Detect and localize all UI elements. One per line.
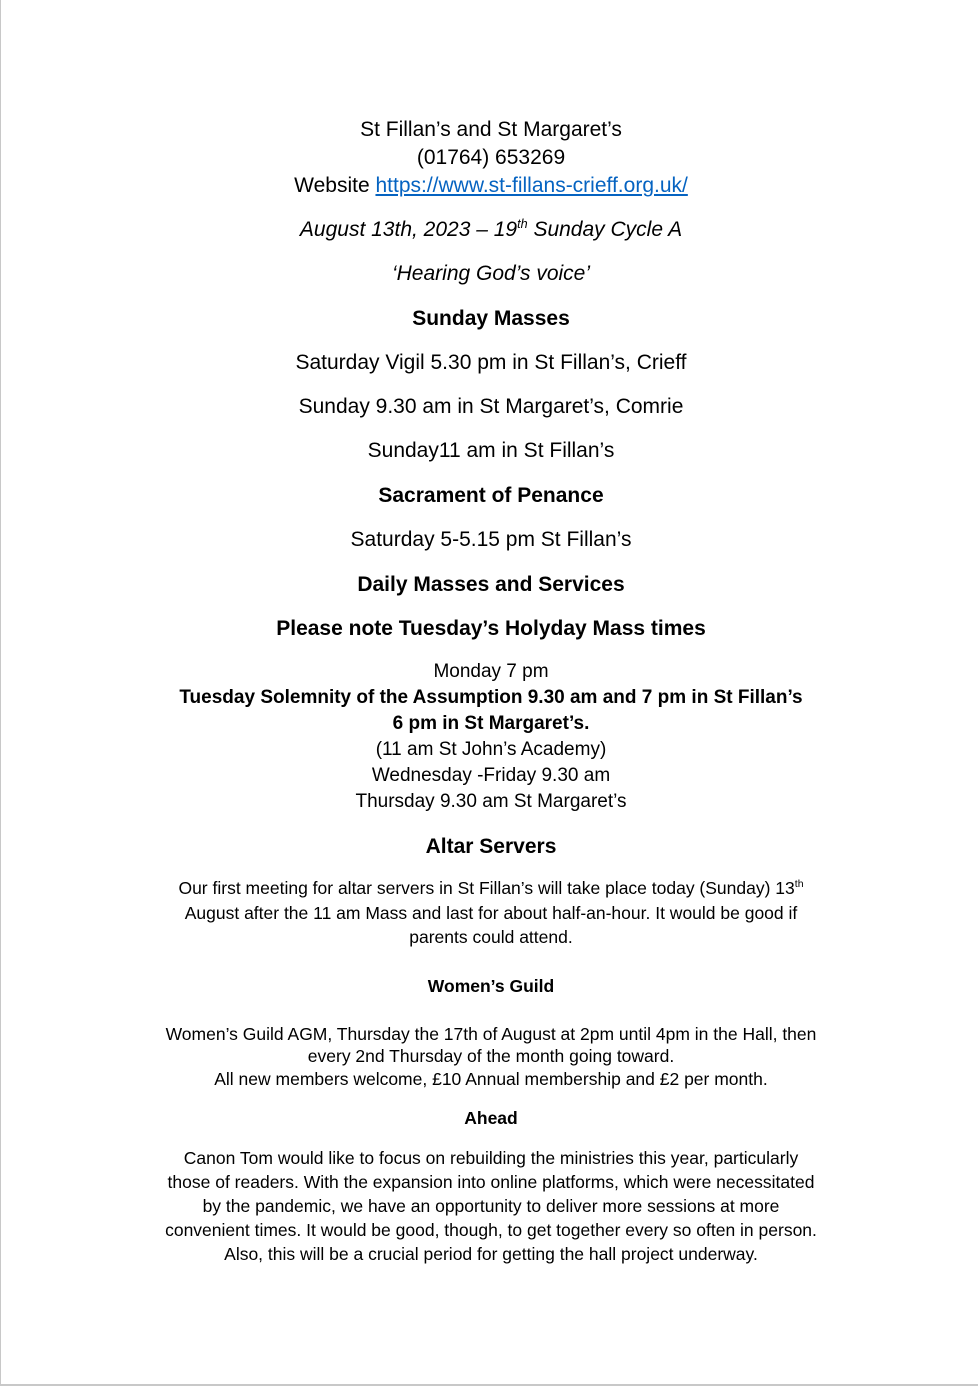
website-line bbox=[1, 172, 980, 200]
theme-title: ‘Hearing God’s voice’ bbox=[391, 262, 591, 285]
womens-guild-line-2: every 2nd Thursday of the month going toward. bbox=[307, 1046, 675, 1066]
sunday-mass-item: Saturday Vigil 5.30 pm in St Fillan’s, Crieff bbox=[295, 351, 687, 374]
ahead-line: by the pandemic, we have an opportunity to deliver more sessions at more bbox=[202, 1196, 780, 1216]
ahead-line: those of readers. With the expansion into online platforms, which were necessitated bbox=[167, 1172, 815, 1192]
website-link[interactable]: https://www.st-fillans-crieff.org.uk/ bbox=[375, 174, 688, 197]
ahead-line: Canon Tom would like to focus on rebuilding the ministries this year, particularly bbox=[183, 1148, 799, 1168]
parish-name: St Fillan’s and St Margaret’s bbox=[360, 118, 622, 141]
date-line bbox=[1, 216, 980, 244]
thursday-time: Thursday 9.30 am St Margaret’s bbox=[355, 791, 627, 812]
wed-fri-time: Wednesday -Friday 9.30 am bbox=[371, 765, 611, 786]
academy-mass: (11 am St John’s Academy) bbox=[375, 739, 607, 760]
tuesday-line-1: Tuesday Solemnity of the Assumption 9.30 am and 7 pm in St Fillan’s bbox=[179, 687, 803, 708]
monday-time: Monday 7 pm bbox=[433, 661, 549, 682]
ahead-heading: Ahead bbox=[464, 1108, 518, 1128]
date-suffix: Sunday Cycle A bbox=[527, 218, 683, 241]
holyday-note: Please note Tuesday’s Holyday Mass times bbox=[276, 617, 706, 640]
daily-masses-heading: Daily Masses and Services bbox=[357, 573, 625, 596]
ahead-line: convenient times. It would be good, though, to get together every so often in person. bbox=[165, 1220, 817, 1240]
womens-guild-heading: Women’s Guild bbox=[427, 976, 555, 996]
ahead-line: Also, this will be a crucial period for getting the hall project underway. bbox=[224, 1244, 758, 1264]
date-superscript: th bbox=[517, 217, 528, 231]
womens-guild-line-3: All new members welcome, £10 Annual membership and £2 per month. bbox=[214, 1069, 768, 1089]
altar-servers-line-2: August after the 11 am Mass and last for about half-an-hour. It would be good if bbox=[184, 903, 798, 923]
penance-heading: Sacrament of Penance bbox=[378, 484, 604, 507]
sunday-mass-item: Sunday11 am in St Fillan’s bbox=[367, 439, 615, 462]
sunday-masses-heading: Sunday Masses bbox=[412, 307, 570, 330]
parish-phone: (01764) 653269 bbox=[416, 146, 566, 169]
website-label: Website bbox=[294, 174, 376, 197]
altar-servers-heading: Altar Servers bbox=[425, 835, 557, 858]
altar-servers-text: Our first meeting for altar servers in St Fillan’s will take place today (Sunday) 13 bbox=[178, 878, 795, 898]
sunday-mass-item: Sunday 9.30 am in St Margaret’s, Comrie bbox=[298, 395, 684, 418]
tuesday-line-2: 6 pm in St Margaret’s. bbox=[392, 713, 590, 734]
womens-guild-line-1: Women’s Guild AGM, Thursday the 17th of August at 2pm until 4pm in the Hall, then bbox=[165, 1024, 817, 1044]
altar-servers-line-3: parents could attend. bbox=[409, 927, 573, 947]
altar-servers-line-1 bbox=[1, 876, 980, 900]
penance-time: Saturday 5-5.15 pm St Fillan’s bbox=[350, 528, 632, 551]
altar-servers-superscript: th bbox=[794, 878, 804, 891]
date-prefix: August 13th, 2023 – 19 bbox=[299, 218, 518, 241]
